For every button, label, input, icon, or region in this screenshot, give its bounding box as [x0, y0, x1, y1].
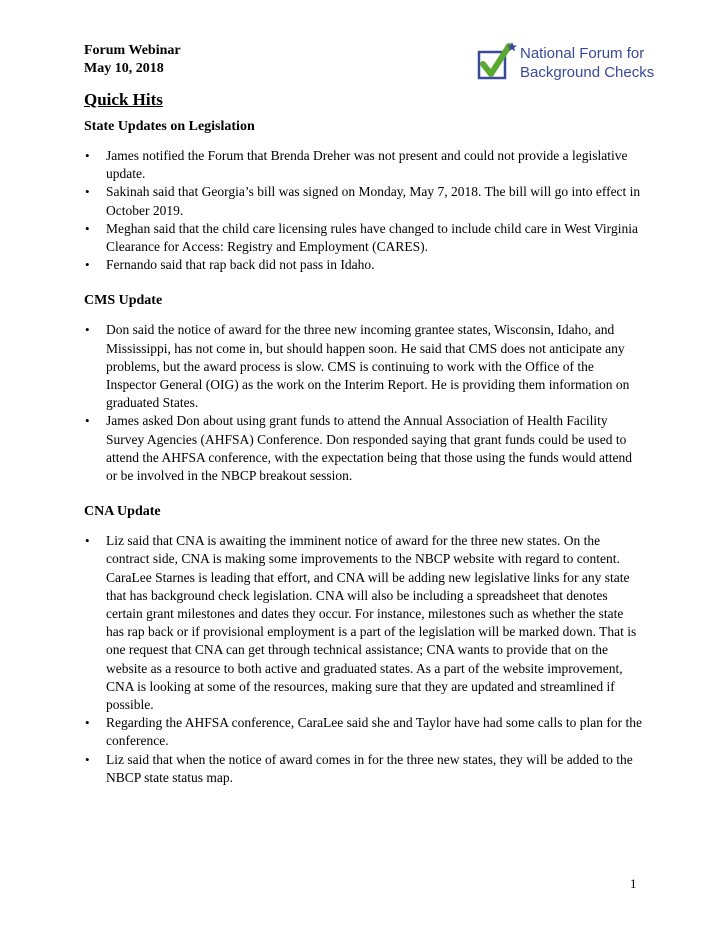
logo-line-2: Background Checks — [520, 64, 655, 81]
list-item: • Don said the notice of award for the three new incoming grantee states, Wisconsin, Idaho, and Mississippi, has not come in, but should happen soon. He said that CMS does not anticipate any problems, but the award process is slow. CMS is continuing to work with the Office of the Inspector General (OIG) as the work on the Interim Report. He is providing them information on graduated States. — [84, 321, 644, 412]
list-item: • Sakinah said that Georgia’s bill was signed on Monday, May 7, 2018. The bill will go into effect in October 2019. — [84, 183, 644, 219]
section-heading-legislation: State Updates on Legislation — [84, 119, 255, 134]
list-item: • James notified the Forum that Brenda Dreher was not present and could not provide a legislative update. — [84, 147, 644, 183]
list-item: • Liz said that CNA is awaiting the imminent notice of award for the three new states. On the contract side, CNA is making some improvements to the NBCP website with regard to content. CaraLee Starnes is leading that effort, and CNA will be adding new legislative links for any state that has background check legislation. CNA will also be including a spreadsheet that denotes certain grant milestones and dates they occur. For instance, milestones such as whether the state has rap back or if provisional employment is a part of the legislation will be marked down. That is one request that CNA can get through technical assistance; CNA wants to provide that on the website as a resource to both active and graduated states. As a part of the website improvement, CNA is looking at some of the resources, making sure that they are updated and streamlined if possible. — [84, 532, 644, 714]
checkmark-logo-icon — [476, 40, 520, 86]
document-header — [84, 42, 181, 78]
page-number: 1 — [630, 876, 637, 891]
logo-text — [520, 44, 654, 82]
document-body — [84, 90, 644, 805]
section-heading-cms: CMS Update — [84, 293, 163, 309]
legislation-list — [84, 147, 644, 274]
list-item: • Liz said that when the notice of award comes in for the three new states, they will be added to the NBCP state status map. — [84, 751, 644, 787]
list-item: • Meghan said that the child care licensing rules have changed to include child care in West Virginia Clearance for Access: Registry and Employment (CARES). — [84, 220, 644, 256]
header-date: May 10, 2018 — [84, 61, 164, 76]
list-item: • Regarding the AHFSA conference, CaraLee said she and Taylor have had some calls to plan for the conference. — [84, 714, 644, 750]
section-heading-cna: CNA Update — [84, 504, 161, 520]
header-title: Forum Webinar — [84, 43, 181, 58]
page-title: Quick Hits — [84, 90, 163, 109]
cna-list — [84, 532, 644, 787]
cms-list — [84, 321, 644, 485]
national-forum-logo — [476, 40, 655, 86]
list-item: • James asked Don about using grant funds to attend the Annual Association of Health Facility Survey Agencies (AHFSA) Conference. Don responded saying that grant funds could be used to attend the AHFSA conference, with the expectation being that those using the funds would attend or be involved in the NBCP breakout session. — [84, 412, 644, 485]
logo-line-1: National Forum for — [520, 45, 645, 62]
list-item: • Fernando said that rap back did not pass in Idaho. — [84, 256, 644, 274]
